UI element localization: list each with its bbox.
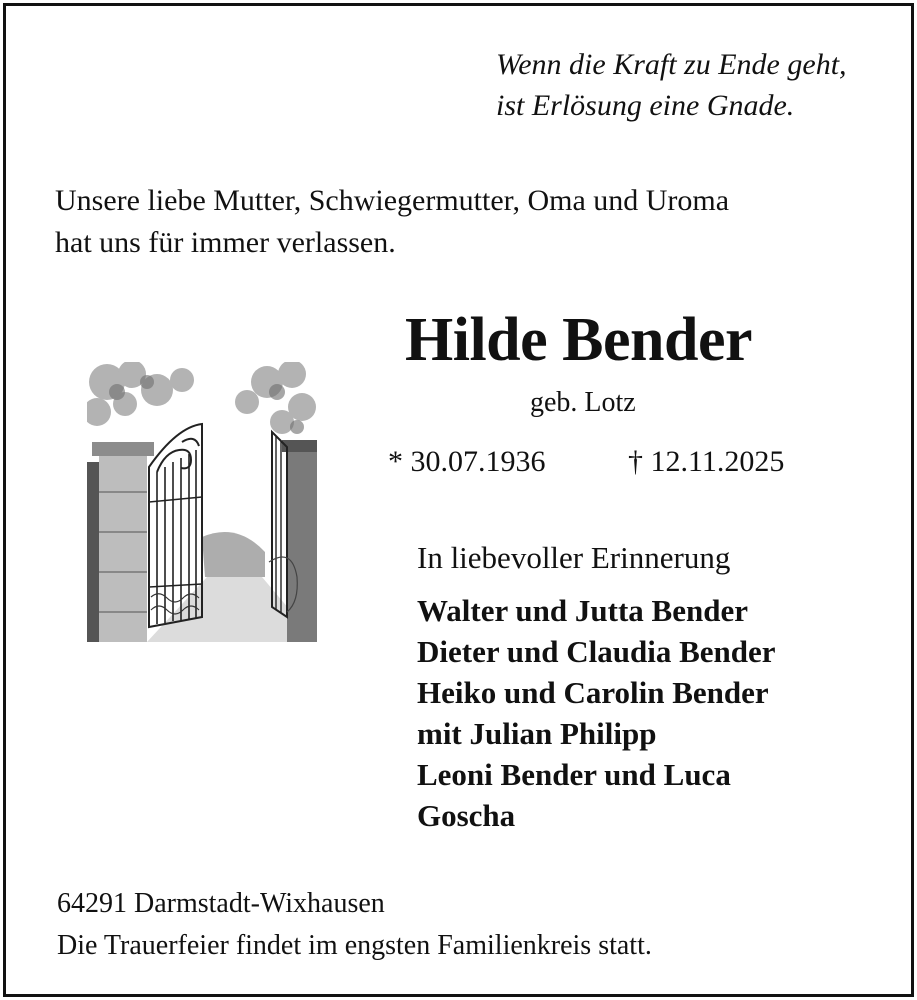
mourner-line: Walter und Jutta Bender (417, 593, 748, 628)
memory-heading: In liebevoller Erinnerung (417, 540, 731, 575)
mourner-line: mit Julian Philipp (417, 716, 657, 751)
epigraph-line: Wenn die Kraft zu Ende geht, (496, 48, 847, 81)
garden-gate-icon (87, 362, 317, 642)
intro-line: Unsere liebe Mutter, Schwiegermutter, Oma und Uroma (55, 184, 730, 217)
death-date: † 12.11.2025 (628, 445, 785, 478)
mourners-list (417, 590, 776, 836)
epigraph (496, 44, 847, 126)
deceased-name: Hilde Bender (405, 306, 753, 374)
funeral-note: Die Trauerfeier findet im engsten Familienkreis statt. (57, 930, 652, 961)
epigraph-line: ist Erlösung eine Gnade. (496, 89, 795, 122)
intro-text (55, 180, 729, 264)
maiden-name: geb. Lotz (530, 387, 636, 418)
mourner-line: Leoni Bender und Luca (417, 757, 731, 792)
mourner-line: Dieter und Claudia Bender (417, 634, 776, 669)
mourner-line: Goscha (417, 798, 516, 833)
place-line: 64291 Darmstadt-Wixhausen (57, 888, 385, 919)
birth-date: * 30.07.1936 (388, 445, 546, 478)
mourner-line: Heiko und Carolin Bender (417, 675, 769, 710)
intro-line: hat uns für immer verlassen. (55, 226, 396, 259)
